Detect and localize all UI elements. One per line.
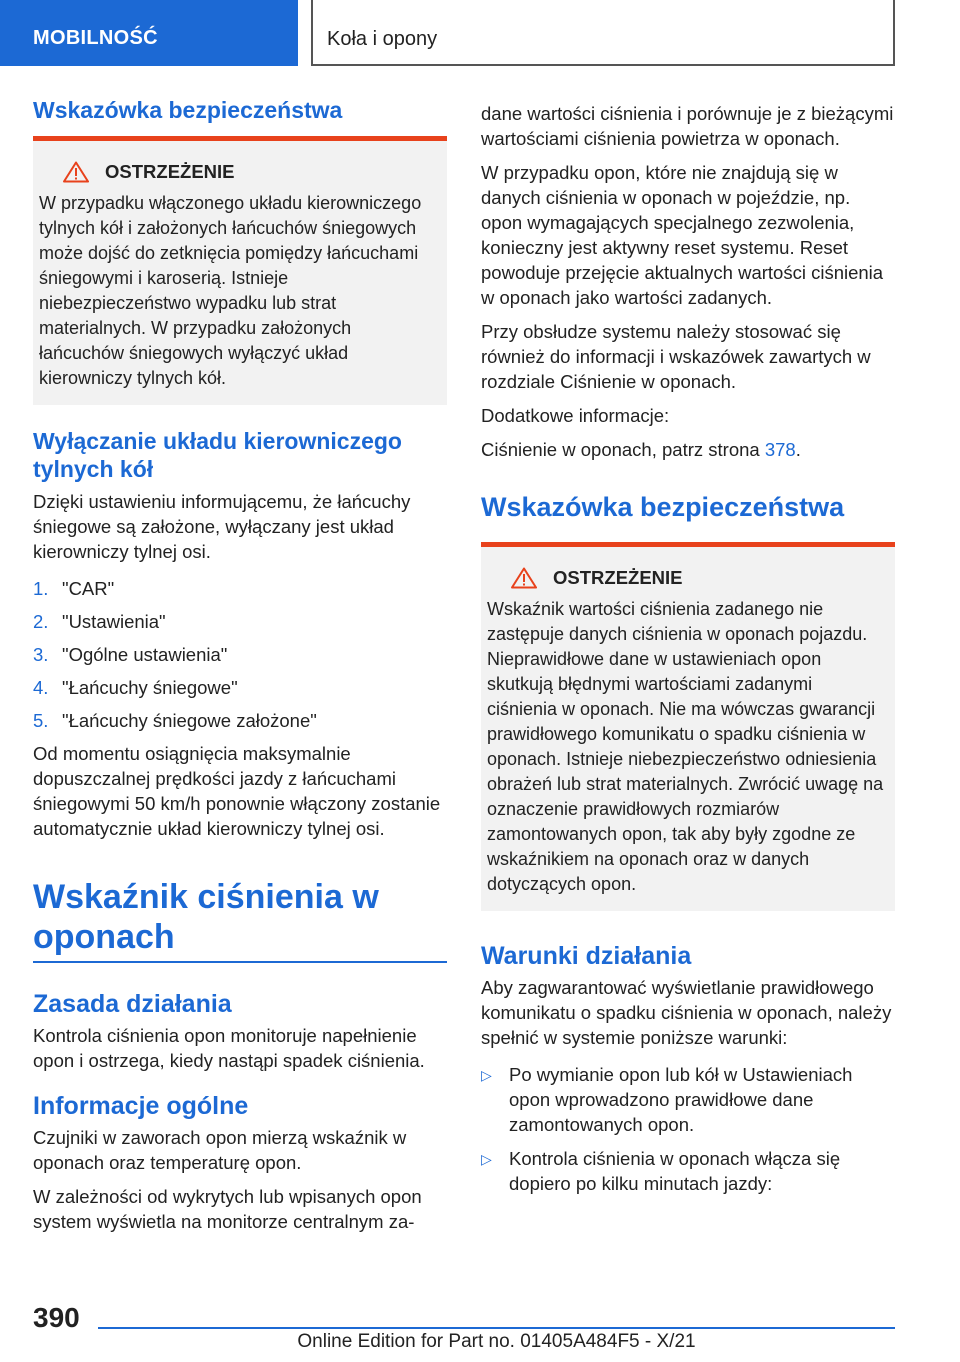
safety-heading-left: Wskazówka bezpieczeństwa — [33, 97, 343, 123]
list-item: 3. "Ogólne ustawienia" — [33, 644, 228, 665]
additional-info-label: Dodatkowe informacje: — [481, 405, 670, 426]
general-text-2: W zależności od wykrytych lub wpisanych opon system wyświetla na monitorze centralnym za- — [33, 1186, 422, 1232]
safety-heading-right: Wskazówka bezpieczeństwa — [481, 492, 845, 522]
main-heading: Wskaźnik ciśnienia w oponach — [33, 878, 379, 956]
conditions-intro: Aby zagwarantować wyświetlanie prawidłowego komunikatu o spadku ciśnienia w oponach, należy spełnić w systemie poniższe warunki: — [481, 977, 892, 1048]
warning-text: W przypadku włączonego układu kierowniczego tylnych kół i założonych łańcuchów śniegowych może dojść do zetknięcia pomiędzy łańcuchami śniegowymi i karoserią. Istnieje niebezpieczeństwo wypadku lub strat materialnych. W przypadku założonych łańcuchów śniegowych wyłączyć układ kierowniczy tylnych kół. — [39, 193, 422, 388]
main-heading-block — [33, 877, 447, 963]
list-item: 1. "CAR" — [33, 578, 115, 599]
general-heading: Informacje ogólne — [33, 1092, 249, 1120]
system-paragraph: Przy obsłudze systemu należy stosować się również do informacji i wskazówek zawartych w rozdziale Ciśnienie w oponach. — [481, 321, 871, 392]
principle-text: Kontrola ciśnienia opon monitoruje napełnienie opon i ostrzega, kiedy nastąpi spadek ciśnienia. — [33, 1025, 425, 1071]
warning-box-2 — [481, 542, 895, 911]
list-item: 5. "Łańcuchy śniegowe założone" — [33, 710, 317, 731]
general-text-1: Czujniki w zaworach opon mierzą wskaźnik w oponach oraz temperaturę opon. — [33, 1127, 407, 1173]
warning-triangle-icon — [511, 567, 537, 589]
right-column — [481, 101, 895, 1205]
section-title: MOBILNOŚĆ — [33, 27, 158, 49]
steps-list — [33, 576, 447, 733]
left-column — [33, 96, 447, 1243]
conditions-heading: Warunki działania — [481, 942, 692, 970]
disable-intro: Dzięki ustawieniu informującemu, że łańcuchy śniegowe są założone, wyłączany jest układ kierowniczy tylnej osi. — [33, 491, 411, 562]
warning-header — [487, 567, 885, 589]
list-item: ▷ Po wymianie opon lub kół w Ustawieniach opon wprowadzono prawidłowe dane zamontowanych opon. — [481, 1064, 853, 1135]
triangle-right-icon: ▷ — [481, 1151, 492, 1167]
warning-header — [39, 161, 437, 183]
conditions-list — [481, 1062, 895, 1196]
reference-line: Ciśnienie w oponach, patrz strona 378. — [481, 439, 801, 460]
continued-text: dane wartości ciśnienia i porównuje je z bieżącymi wartościami ciśnienia powietrza w oponach. — [481, 103, 894, 149]
page-number: 390 — [33, 1302, 80, 1333]
warning-title: OSTRZEŻENIE — [553, 567, 683, 588]
after-steps-text: Od momentu osiągnięcia maksymalnie dopuszczalnej prędkości jazdy z łańcuchami śniegowymi 50 km/h ponownie włączony zostanie automatycznie układ kierowniczy tylnej osi. — [33, 743, 441, 839]
warning-title: OSTRZEŻENIE — [105, 161, 235, 182]
header-section — [0, 0, 298, 66]
list-item: 2. "Ustawienia" — [33, 611, 166, 632]
footer-rule — [98, 1327, 895, 1329]
principle-heading: Zasada działania — [33, 990, 232, 1018]
chapter-title: Koła i opony — [327, 28, 438, 50]
triangle-right-icon: ▷ — [481, 1067, 492, 1083]
header-chapter — [311, 0, 895, 66]
warning-text: Wskaźnik wartości ciśnienia zadanego nie zastępuje danych ciśnienia w oponach pojazdu. Nieprawidłowe dane w ustawieniach opon skutkują błędnymi wartościami zadanymi ciśnienia w oponach. Nie ma wówczas gwarancji prawidłowego komunikatu o spadku ciśnienia w oponach. Istnieje niebezpieczeństwo odniesienia obrażeń lub strat materialnych. Zwrócić uwagę na oznaczenie prawidłowych rozmiarów zamontowanych opon, tak aby były zgodne ze wskaźnikiem na oponach oraz w danych dotyczących opon. — [487, 599, 884, 894]
warning-box-1 — [33, 136, 447, 405]
list-item: 4. "Łańcuchy śniegowe" — [33, 677, 238, 698]
footer-edition: Online Edition for Part no. 01405A484F5 - X/21 — [297, 1331, 696, 1352]
warning-triangle-icon — [63, 161, 89, 183]
list-item: ▷ Kontrola ciśnienia w oponach włącza się dopiero po kilku minutach jazdy: — [481, 1148, 841, 1194]
disable-heading: Wyłączanie układu kierowniczego tylnych kół — [33, 428, 402, 482]
page-link[interactable]: 378 — [764, 439, 796, 460]
reset-paragraph: W przypadku opon, które nie znajdują się w danych ciśnienia w oponach w pojeździe, np. opon wymagających specjalnego zezwolenia, konieczny jest aktywny reset systemu. Reset powoduje przejęcie aktualnych wartości ciśnienia w oponach jako wartości zadanych. — [481, 162, 884, 308]
